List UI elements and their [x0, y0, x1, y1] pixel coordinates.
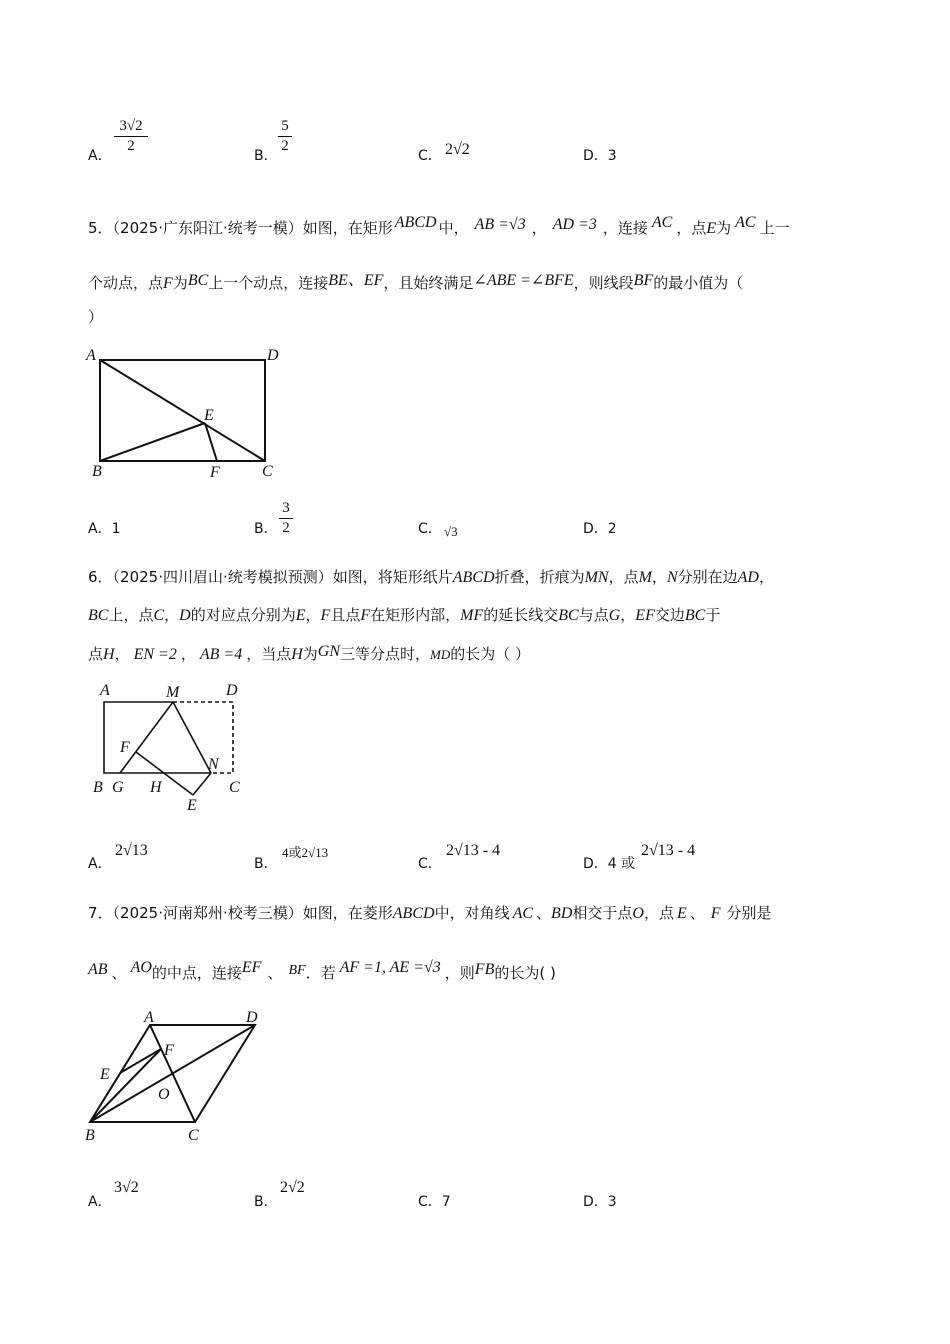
q7-math: F — [710, 905, 721, 922]
q6-number: 6． — [88, 568, 113, 586]
q5-label-b: B — [92, 463, 102, 480]
q4-option-a-fraction — [114, 118, 148, 155]
q7-text: 、 — [689, 904, 705, 922]
q5-text: 上一个动点，连接 — [208, 274, 329, 292]
q4-option-a-label[interactable]: A． — [88, 148, 112, 164]
q6-math: D — [179, 607, 191, 624]
q5-option-a[interactable]: A．1 — [88, 521, 121, 537]
q7-math: EF — [241, 959, 262, 976]
q5-figure — [80, 340, 290, 485]
q5-math: AC — [651, 214, 673, 231]
q6-text: ， — [114, 645, 130, 663]
q4-a-numerator: 3√2 — [119, 118, 143, 134]
q7-source: （2025·河南郑州·校考三模） — [112, 904, 303, 922]
q5-line-2 — [88, 270, 743, 293]
q5-number: 5． — [88, 219, 113, 237]
q7-text: 、 — [267, 964, 283, 982]
q6-text: 的对应点分别为 — [190, 606, 296, 624]
q5-label-a: A — [86, 347, 96, 364]
q5-text: 个动点，点 — [88, 274, 164, 292]
q6-math: EN =2 — [133, 646, 177, 663]
q5-math: BF — [633, 272, 654, 289]
q6-math: H — [103, 646, 115, 663]
q7-text: ，点 — [643, 904, 674, 922]
q6-label-e: E — [187, 797, 197, 814]
q7-number: 7． — [88, 904, 113, 922]
q7-label-d: D — [246, 1009, 258, 1026]
q6-text: 分别在边 — [677, 568, 738, 586]
q7-line-2 — [88, 959, 556, 983]
q6-text: 三等分点时， — [340, 645, 431, 663]
q4-option-b-label[interactable]: B． — [254, 148, 278, 164]
q6-text: ， — [758, 568, 774, 586]
q6-rectangle-dashed — [173, 702, 233, 773]
q6-math: G — [608, 607, 621, 624]
q6-option-b-value: 4或2√13 — [282, 845, 329, 860]
q6-math: AB =4 — [199, 646, 243, 663]
q7-math: O — [632, 905, 644, 922]
q6-label-h: H — [150, 779, 162, 796]
q5-label-c: C — [262, 463, 273, 480]
q6-label-a: A — [100, 682, 110, 699]
q6-math: F — [360, 607, 371, 624]
q6-option-a-label[interactable]: A． — [88, 856, 112, 872]
q6-line-1 — [88, 566, 774, 587]
q5-math: E — [706, 220, 717, 237]
q6-text: 的延长线交 — [483, 606, 559, 624]
q5-text: ，连接 — [602, 219, 648, 237]
q5-text: 如图，在矩形 — [302, 219, 393, 237]
q5-line-3: ） — [88, 308, 104, 326]
q5-option-b-fraction — [279, 500, 293, 537]
q5-text: 为 — [172, 274, 188, 292]
q7-label-o: O — [158, 1086, 170, 1103]
q6-math: C — [153, 607, 165, 624]
q6-label-c: C — [229, 779, 240, 796]
q6-text: ， — [305, 606, 321, 624]
q6-math: F — [320, 607, 331, 624]
q7-option-a-value: 3√2 — [114, 1179, 139, 1196]
q7-math: ABCD — [392, 905, 435, 922]
q7-text: 中，对角线 — [434, 904, 510, 922]
q7-line-1 — [88, 902, 772, 923]
q6-math: AD — [737, 569, 759, 586]
q5-label-f: F — [210, 464, 220, 481]
q7-text: 分别是 — [726, 904, 772, 922]
q5-label-d: D — [267, 347, 279, 364]
q7-math: BD — [551, 905, 573, 922]
q6-text: ，点 — [608, 568, 639, 586]
q7-math: BF — [288, 963, 306, 978]
q6-text: ， — [620, 606, 636, 624]
q5-option-d[interactable]: D．2 — [583, 521, 617, 537]
q5-diagonal-ac — [100, 360, 265, 461]
q7-label-e: E — [100, 1066, 110, 1083]
q6-math: BC — [88, 607, 109, 624]
q5-math: BC — [187, 272, 209, 289]
q5-text: 的最小值为（ — [653, 274, 744, 292]
q5-option-c-value: √3 — [444, 524, 458, 539]
q7-text: 、 — [111, 964, 127, 982]
q6-option-c-label[interactable]: C． — [418, 856, 442, 872]
q6-line-3 — [88, 643, 530, 664]
q6-text: 交边 — [654, 606, 685, 624]
q6-rectangle-solid — [104, 702, 211, 773]
q5-text: 中， — [438, 219, 469, 237]
q6-line-2 — [88, 604, 720, 625]
q7-label-c: C — [188, 1127, 199, 1144]
q6-label-d: D — [226, 682, 238, 699]
q6-text: 与点 — [578, 606, 609, 624]
q6-option-d-label[interactable]: D．4 或 — [583, 856, 636, 872]
q6-label-b: B — [93, 779, 103, 796]
q7-option-a-label[interactable]: A． — [88, 1194, 112, 1210]
q6-text: 如图，将矩形纸片 — [332, 568, 453, 586]
q4-option-c-label[interactable]: C． — [418, 148, 442, 164]
q5-line-1 — [88, 214, 790, 238]
q4-b-denominator: 2 — [281, 138, 289, 154]
q5-math: ∠ABE =∠BFE — [473, 272, 574, 289]
q5-b-denominator: 2 — [282, 520, 290, 536]
q7-text: 如图，在菱形 — [302, 904, 393, 922]
q5-text: ，点 — [676, 219, 707, 237]
q7-label-a: A — [144, 1009, 154, 1026]
q6-text: 且点 — [330, 606, 361, 624]
q6-option-a-value: 2√13 — [115, 842, 148, 859]
q7-text: ．若 — [305, 964, 336, 982]
q6-math: EF — [635, 607, 655, 624]
q6-text: 的长为（ ） — [450, 645, 531, 663]
q6-label-m: M — [166, 684, 180, 701]
q5-text: ，则线段 — [573, 274, 634, 292]
q6-option-b-label[interactable]: B． — [254, 856, 278, 872]
q5-math: AD =3 — [552, 216, 597, 233]
q5-label-e: E — [204, 407, 214, 424]
q7-label-b: B — [85, 1127, 95, 1144]
q7-diagonal-bd — [90, 1025, 255, 1122]
q5-math: AC — [735, 214, 756, 231]
q5-segment-be — [100, 423, 205, 461]
q5-math: F — [163, 275, 173, 292]
q5-text: ，且始终满足 — [383, 274, 474, 292]
q6-text: ， — [651, 568, 667, 586]
q6-math: MD — [430, 647, 451, 662]
q7-text: 相交于点 — [572, 904, 633, 922]
q6-text: 点 — [88, 645, 104, 663]
q5-option-b-label[interactable]: B． — [254, 521, 278, 537]
q6-segment-en — [193, 773, 211, 795]
q5-text: ， — [531, 219, 547, 237]
q4-b-numerator: 5 — [281, 118, 289, 134]
q6-crease-mn — [173, 702, 211, 773]
q6-math: MF — [460, 607, 484, 624]
q4-option-c-value: 2√2 — [445, 141, 470, 158]
q6-label-f: F — [120, 739, 130, 756]
q4-option-d-label[interactable]: D．3 — [583, 148, 617, 164]
q7-option-c[interactable]: C．7 — [418, 1194, 451, 1210]
q5-b-numerator: 3 — [282, 500, 290, 516]
q7-text: 的长为( ) — [494, 964, 556, 982]
q7-math: E — [676, 905, 687, 922]
q7-math: FB — [474, 961, 495, 978]
q7-math: AO — [130, 959, 152, 976]
q5-source: （2025·广东阳江·统考一模） — [112, 219, 303, 237]
q6-label-n: N — [208, 756, 219, 773]
q6-segment-mg — [120, 702, 173, 773]
q6-math: E — [295, 607, 306, 624]
q7-math: AC — [512, 905, 534, 922]
q5-option-c-label[interactable]: C． — [418, 521, 442, 537]
q6-text: 在矩形内部， — [370, 606, 461, 624]
q6-math: BC — [684, 607, 706, 624]
q5-text: 上一 — [759, 219, 790, 237]
q6-source: （2025·四川眉山·统考模拟预测） — [112, 568, 333, 586]
q7-option-d[interactable]: D．3 — [583, 1194, 617, 1210]
q5-text: 为 — [716, 219, 732, 237]
q7-option-b-value: 2√2 — [280, 1179, 305, 1196]
q6-math: ABCD — [452, 569, 495, 586]
q5-math: BE、EF — [328, 272, 384, 289]
q6-text: 折叠，折痕为 — [494, 568, 585, 586]
q6-text: 上，点 — [108, 606, 154, 624]
q6-option-c-value: 2√13 - 4 — [446, 842, 501, 859]
q6-text: ，当点 — [246, 645, 292, 663]
q7-text: 的中点，连接 — [151, 964, 242, 982]
q6-math: H — [291, 646, 303, 663]
q4-a-denominator: 2 — [127, 138, 135, 154]
q6-math: GN — [317, 643, 341, 660]
q7-figure — [80, 1000, 280, 1150]
q6-text: 于 — [705, 606, 721, 624]
q6-label-g: G — [112, 779, 124, 796]
q6-math: MN — [584, 569, 609, 586]
q7-text: ，则 — [444, 964, 475, 982]
q7-math: AB — [88, 961, 108, 978]
q7-text: 、 — [536, 904, 552, 922]
q7-label-f: F — [164, 1042, 174, 1059]
q5-math: AB =√3 — [474, 216, 526, 233]
q7-option-b-label[interactable]: B． — [254, 1194, 278, 1210]
q6-math: BC — [558, 607, 579, 624]
q6-option-d-value: 2√13 - 4 — [641, 842, 696, 859]
q5-math: ABCD — [394, 214, 437, 231]
q7-math: AF =1, AE =√3 — [339, 959, 441, 976]
q6-math: M — [638, 569, 652, 586]
q6-text: ， — [180, 645, 196, 663]
q6-text: 为 — [302, 645, 318, 663]
q4-option-b-fraction — [278, 118, 292, 155]
q6-math: N — [666, 569, 678, 586]
q6-text: ， — [164, 606, 180, 624]
q6-figure — [90, 678, 260, 818]
